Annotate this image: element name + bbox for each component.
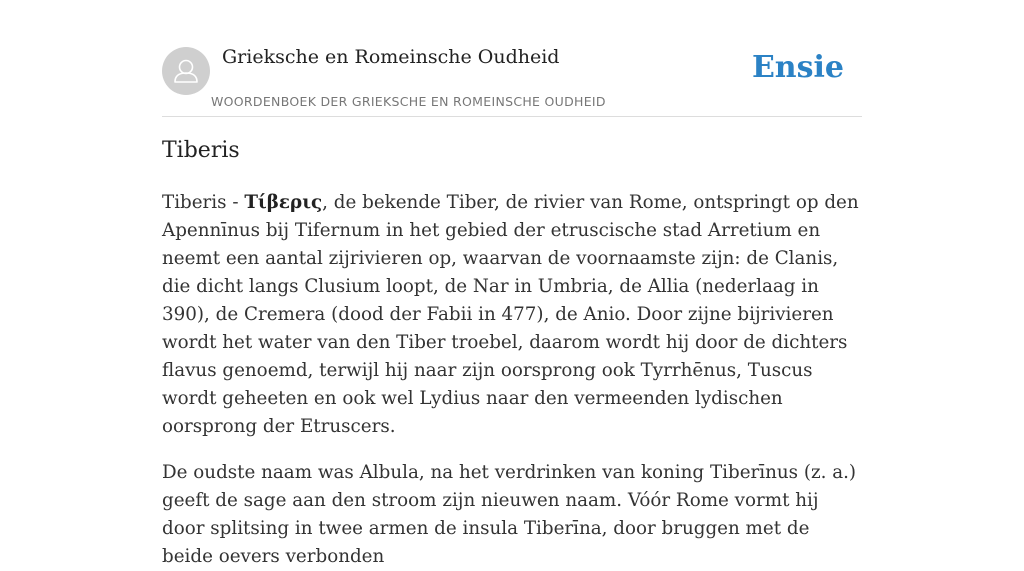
lemma-greek: Τίβερις bbox=[244, 192, 323, 213]
brand-logo-link[interactable]: Ensie bbox=[751, 50, 844, 85]
article-title: Tiberis bbox=[162, 138, 240, 163]
article-paragraph-2: De oudste naam was Albula, na het verdrinken van koning Tiberīnus (z. a.) geeft de sage aan den stroom zijn nieuwen naam. Vóór Rome vormt hij door splitsing in twee armen de insula Tiberīna, door bruggen met de beide oevers verbonden bbox=[162, 462, 857, 567]
user-icon bbox=[162, 47, 210, 95]
article-paragraph-1 bbox=[162, 189, 862, 441]
lemma-name: Tiberis - bbox=[162, 192, 245, 213]
source-title-link[interactable]: Grieksche en Romeinsche Oudheid bbox=[222, 46, 560, 68]
source-subtitle: WOORDENBOEK DER GRIEKSCHE EN ROMEINSCHE OUDHEID bbox=[211, 94, 606, 109]
paragraph-1-body: , de bekende Tiber, de rivier van Rome, ontspringt op den Apennīnus bij Tifernum in het gebied der etruscische stad Arretium en neemt een aantal zijrivieren op, waarvan de voornaamste zijn: de Clanis, die dicht langs Clusium loopt, de Nar in Umbria, de Allia (nederlaag in 390), de Cremera (dood der Fabii in 477), de Anio. Door zijne bijrivieren wordt het water van den Tiber troebel, daarom wordt hij door de dichters flavus genoemd, terwijl hij naar zijn oorsprong ook Tyrrhēnus, Tuscus wordt geheeten en ook wel Lydius naar den vermeenden lydischen oorsprong der Etruscers. bbox=[162, 192, 859, 437]
source-avatar[interactable] bbox=[162, 47, 210, 95]
source-header bbox=[162, 44, 862, 117]
article bbox=[162, 138, 862, 571]
